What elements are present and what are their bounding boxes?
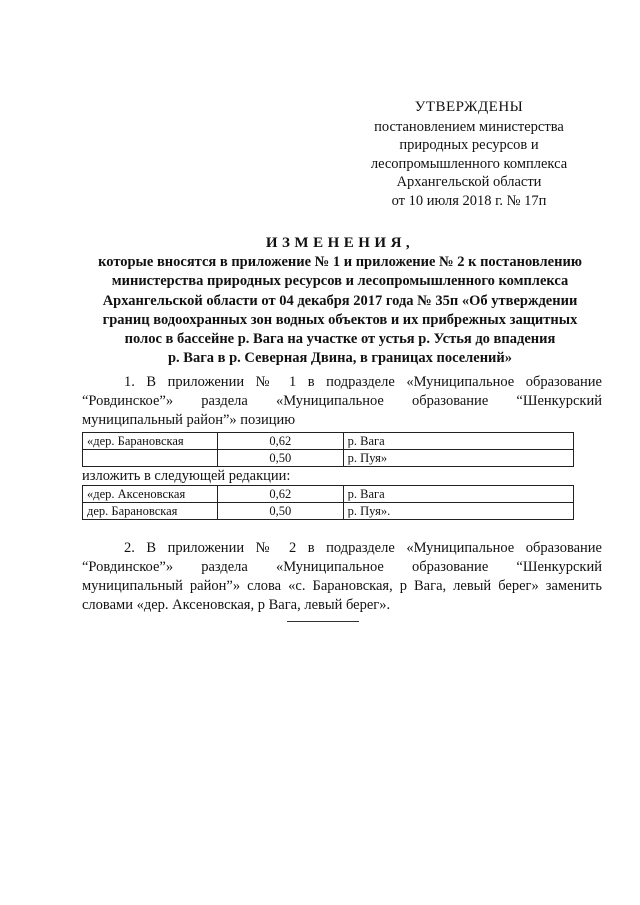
approval-line: Архангельской области — [396, 174, 542, 190]
title-line: которые вносятся в приложение № 1 и приложение № 2 к постановлению — [98, 254, 582, 271]
approval-line: от 10 июля 2018 г. № 17п — [391, 192, 547, 209]
title-line: р. Вага в р. Северная Двина, в границах поселений» — [167, 350, 513, 367]
table-row — [83, 450, 574, 467]
replace-label: изложить в следующей редакции: — [82, 468, 291, 484]
table-cell: «дер. Аксеновская — [83, 486, 218, 503]
table-cell: 0,50 — [217, 450, 343, 467]
paragraph-1 — [82, 373, 602, 430]
title-line: Архангельской области от 04 декабря 2017 года № 35п «Об утверждении — [102, 292, 578, 309]
table-row — [83, 433, 574, 450]
approval-line: постановлением министерства — [374, 118, 564, 135]
table-cell: 0,50 — [217, 503, 343, 520]
table-cell: 0,62 — [217, 433, 343, 450]
paragraph-1-text: 1. В приложении № 1 в подразделе «Муниципальное образование “Ровдинское”» раздела «Муниципальное образование “Шенкурский муниципальный район”» позицию — [82, 374, 602, 428]
table-row — [83, 486, 574, 503]
table-cell: р. Вага — [343, 486, 573, 503]
new-position-table — [82, 485, 574, 520]
table-cell: «дер. Барановская — [83, 433, 218, 450]
table-cell: 0,62 — [217, 486, 343, 503]
table-cell: р. Пуя» — [343, 450, 573, 467]
paragraph-2 — [82, 539, 602, 615]
title-line: министерства природных ресурсов и лесопромышленного комплекса — [111, 273, 569, 290]
table-cell: р. Вага — [343, 433, 573, 450]
table-cell: р. Пуя». — [343, 503, 573, 520]
original-position-table — [82, 432, 574, 467]
approval-block — [338, 98, 600, 210]
document-title — [60, 234, 620, 368]
approval-line: лесопромышленного комплекса — [370, 155, 568, 172]
paragraph-2-text: 2. В приложении № 2 в подразделе «Муниципальное образование “Ровдинское”» раздела «Муниципальное образование “Шенкурский муниципальный район”» слова «с. Барановская, р Вага, левый берег» заменить словами «дер. Аксеновская, р Вага, левый берег». — [82, 540, 602, 613]
table-row — [83, 503, 574, 520]
table-cell: дер. Барановская — [83, 503, 218, 520]
title-line: границ водоохранных зон водных объектов и их прибрежных защитных — [102, 311, 578, 328]
approval-heading: УТВЕРЖДЕНЫ — [414, 99, 524, 115]
approval-line: природных ресурсов и — [399, 137, 539, 153]
title-heading: ИЗМЕНЕНИЯ, — [265, 235, 415, 251]
title-line: полос в бассейне р. Вага на участке от устья р. Устья до впадения — [124, 331, 556, 348]
end-divider — [287, 621, 359, 622]
table-cell — [83, 450, 218, 467]
